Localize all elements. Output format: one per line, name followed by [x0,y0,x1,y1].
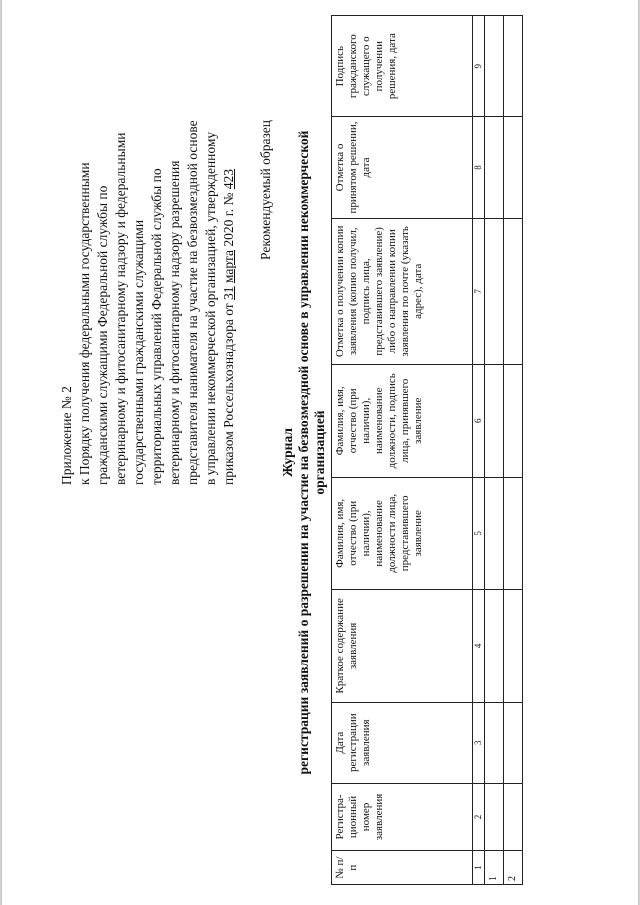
row-index: 1 [485,851,504,885]
column-header: Фамилия, имя, отчество (при наличии), наименование должности, подпись лица, принявшего заявление [332,364,473,477]
table-cell [504,218,523,364]
appendix-heading: Приложение № 2 [59,386,74,485]
table-cell [504,590,523,703]
column-header: Регистра-ционный номер заявления [332,783,473,851]
column-number: 2 [473,783,485,851]
table-cell [504,783,523,851]
appendix-block [58,55,238,485]
table-cell [485,117,504,218]
appendix-line: государственными гражданскими служащими [131,219,146,485]
appendix-line: к Порядку получения федеральными государственными [77,162,92,485]
appendix-line: ветеринарному и фитосанитарному надзору разрешения [167,160,182,485]
column-number: 3 [473,702,485,783]
column-header: Отметка о получении копии заявления (копию получил, подпись лица, представившего заявление) либо о направлении копии заявления по почте (указать адрес), дата [332,218,473,364]
table-cell [504,117,523,218]
table-cell [485,590,504,703]
table-row [485,16,504,885]
order-number: 423 [221,168,236,190]
table-cell [485,16,504,117]
order-year: 2020 г. № [221,192,236,247]
table-cell [485,218,504,364]
journal-title-line3: организацией [312,410,327,495]
table-header-row [332,16,473,885]
table-cell [485,702,504,783]
appendix-line: территориальных управлений Федеральной службы по [149,168,164,485]
order-month: марта [221,250,236,284]
column-number: 4 [473,590,485,703]
row-index: 2 [504,851,523,885]
column-header: Подпись гражданского служащего о получении решения, дата [332,16,473,117]
table-cell [485,477,504,590]
column-header: Фамилия, имя, отчество (при наличии), наименование должности лица, представившего заявление [332,477,473,590]
column-number: 6 [473,364,485,477]
recommended-sample-label: Рекомендуемый образец [258,119,273,260]
table-cell [504,364,523,477]
order-prefix: приказом Россельхознадзора от [221,303,236,485]
order-day: 31 [221,286,236,300]
journal-table [331,15,523,885]
column-number: 1 [473,851,485,885]
journal-title-line1: Журнал [280,428,295,477]
appendix-line: ветеринарному и фитосанитарному надзору и федеральными [113,132,128,485]
table-row [504,16,523,885]
table-number-row [473,16,485,885]
table-cell [504,16,523,117]
column-header: Отметка о принятом решении, дата [332,117,473,218]
table-cell [504,702,523,783]
column-header: № п/п [332,851,473,885]
column-header: Краткое содержание заявления [332,590,473,703]
journal-title-line2: регистрации заявлений о разрешении на участие на безвозмездной основе в управлении некоммерческой [296,130,311,775]
order-line [220,55,238,485]
column-number: 7 [473,218,485,364]
column-number: 5 [473,477,485,590]
table-cell [485,364,504,477]
appendix-line: представителя нанимателя на участие на безвозмездной основе [185,120,200,485]
table-cell [485,783,504,851]
table-cell [504,477,523,590]
journal-title [280,0,328,905]
appendix-line: в управлении некоммерческой организацией, утвержденному [203,131,218,485]
column-number: 9 [473,16,485,117]
appendix-line: гражданскими служащими Федеральной службы по [95,185,110,485]
column-number: 8 [473,117,485,218]
column-header: Дата регистрации заявления [332,702,473,783]
